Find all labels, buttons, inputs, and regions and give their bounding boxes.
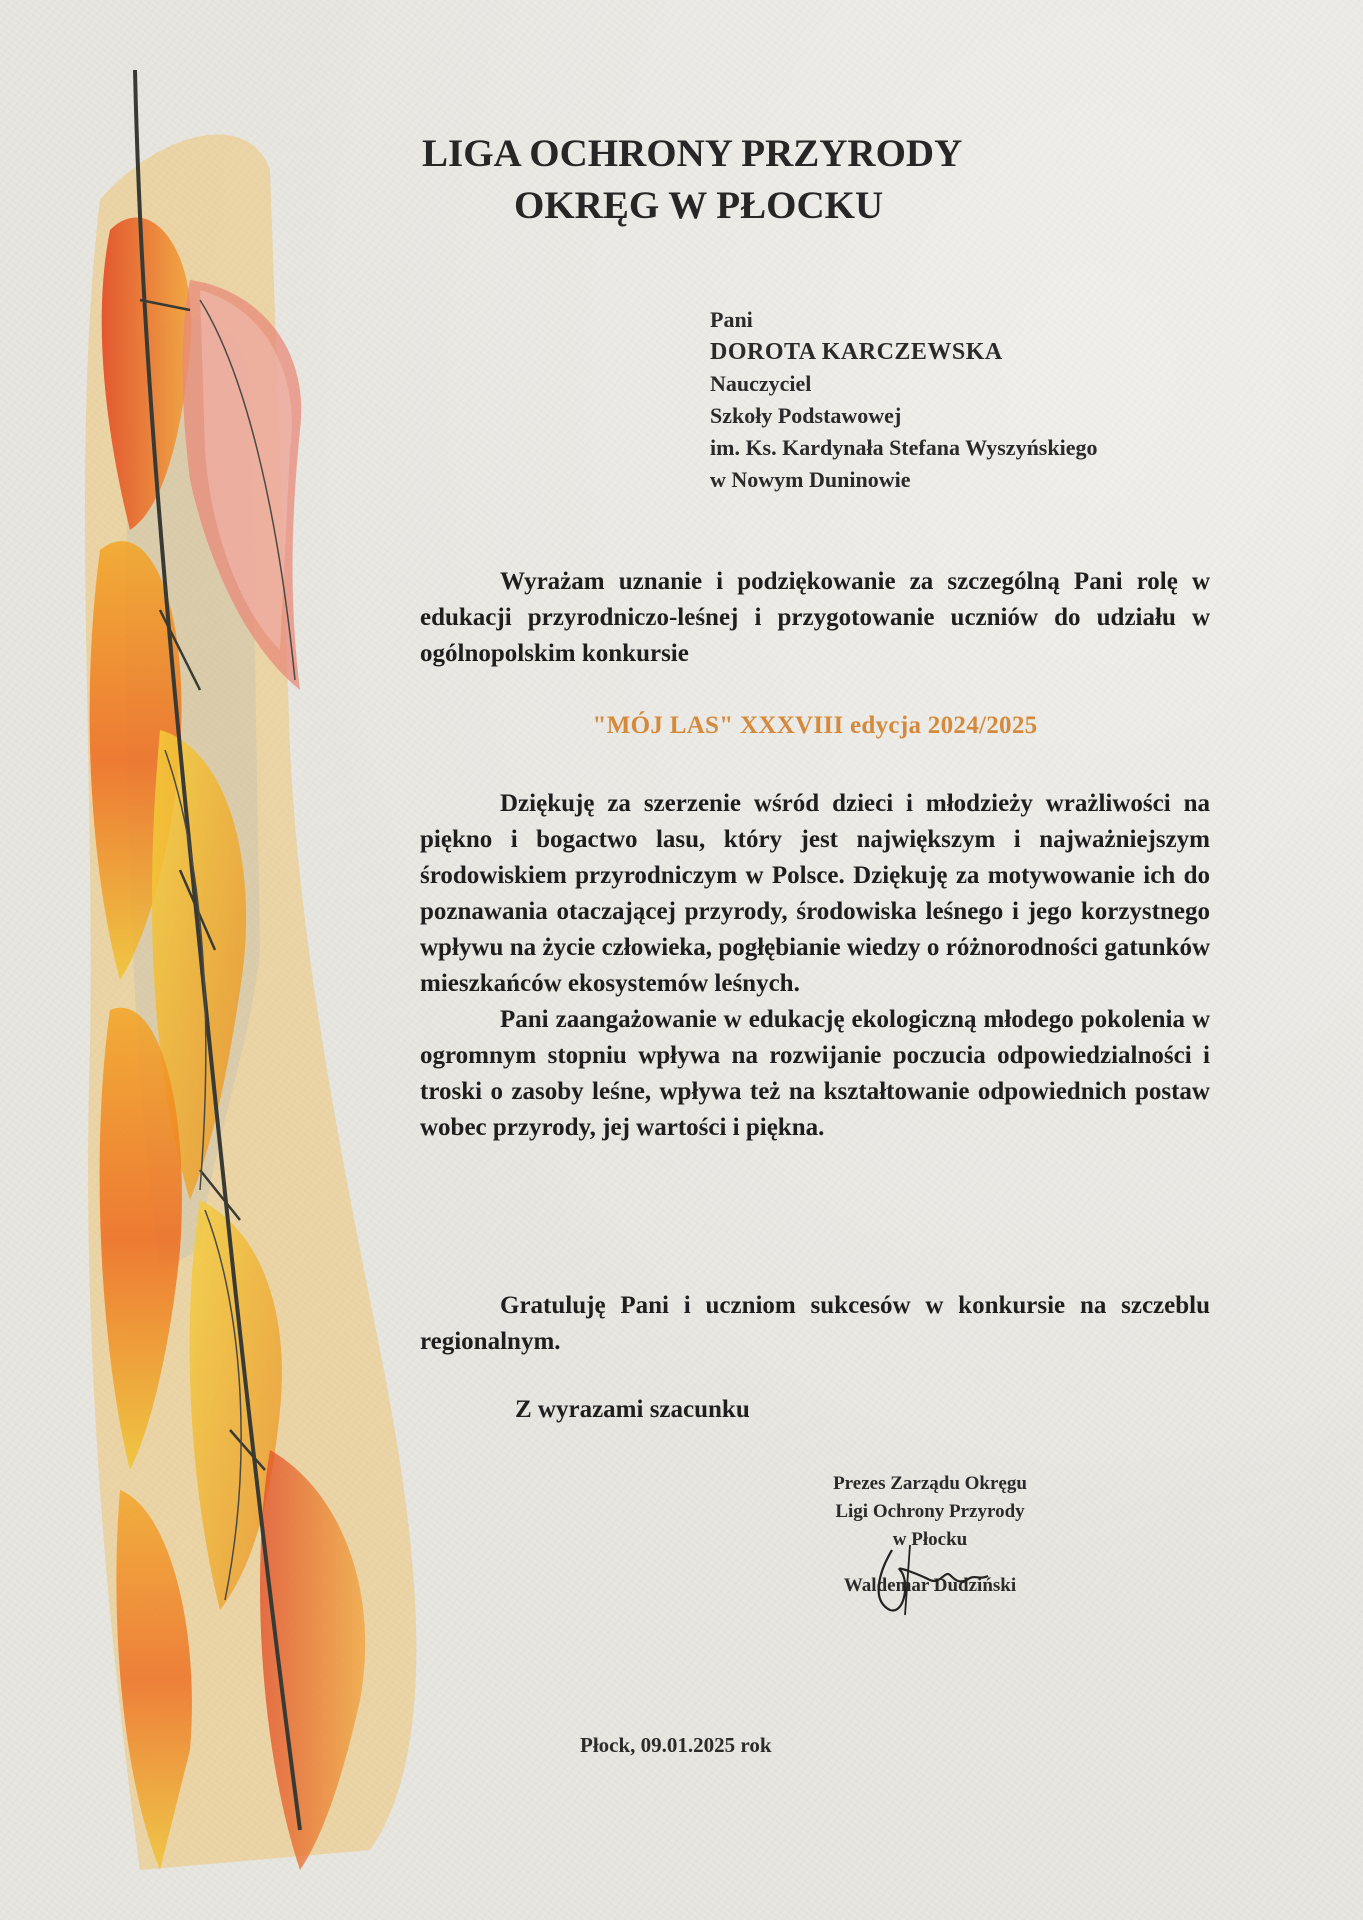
- paragraph-1-text: Wyrażam uznanie i podziękowanie za szczególną Pani rolę w edukacji przyrodniczo-leśnej i przygotowanie uczniów do udziału w ogólnopolskim konkursie: [420, 568, 1210, 667]
- handwritten-signature: [850, 1540, 1000, 1620]
- addressee-role: Nauczyciel: [710, 371, 812, 396]
- paragraph-2-text: Dziękuję za szerzenie wśród dzieci i młodzieży wrażliwości na piękno i bogactwo lasu, który jest największym i najważniejszym środowiskiem przyrodniczym w Polsce. Dziękuję za motywowanie ich do poznawania otaczającej przyrody, środowiska leśnego i jego korzystnego wpływu na życie człowieka, pogłębianie wiedzy o różnorodności gatunków mieszkańców ekosystemów leśnych.: [420, 790, 1210, 997]
- addressee-school-line-3: w Nowym Duninowie: [710, 467, 911, 492]
- addressee-block: [710, 304, 1230, 496]
- signatory-line-3: w Płocku: [892, 1529, 968, 1550]
- addressee-school-line-1: Szkoły Podstawowej: [710, 403, 902, 428]
- addressee-name: DOROTA KARCZEWSKA: [710, 339, 1003, 365]
- paragraph-2-3: [420, 786, 1210, 1146]
- header-line-2: OKRĘG W PŁOCKU: [514, 184, 884, 227]
- signatory-line-2: Ligi Ochrony Przyrody: [835, 1501, 1025, 1522]
- paragraph-4: [420, 1288, 1210, 1360]
- addressee-title: Pani: [710, 307, 753, 332]
- paragraph-3-text: Pani zaangażowanie w edukację ekologiczną młodego pokolenia w ogromnym stopniu wpływa na rozwijanie poczucia odpowiedzialności i troski o zasoby leśne, wpływa też na kształtowanie odpowiednich postaw wobec przyrody, jej wartości i piękna.: [420, 1006, 1210, 1141]
- addressee-school-line-2: im. Ks. Kardynała Stefana Wyszyńskiego: [710, 435, 1098, 460]
- letter-date: Płock, 09.01.2025 rok: [580, 1733, 772, 1757]
- paragraph-4-text: Gratuluję Pani i uczniom sukcesów w konkursie na szczeblu regionalnym.: [420, 1292, 1210, 1355]
- paragraph-1: [420, 564, 1210, 672]
- signatory-name: Waldemar Dudziński: [843, 1575, 1017, 1596]
- closing-text: Z wyrazami szacunku: [515, 1396, 750, 1423]
- signatory-line-1: Prezes Zarządu Okręgu: [833, 1473, 1027, 1494]
- header-line-1: LIGA OCHRONY PRZYRODY: [422, 132, 963, 175]
- contest-title: "MÓJ LAS" XXXVIII edycja 2024/2025: [592, 712, 1038, 739]
